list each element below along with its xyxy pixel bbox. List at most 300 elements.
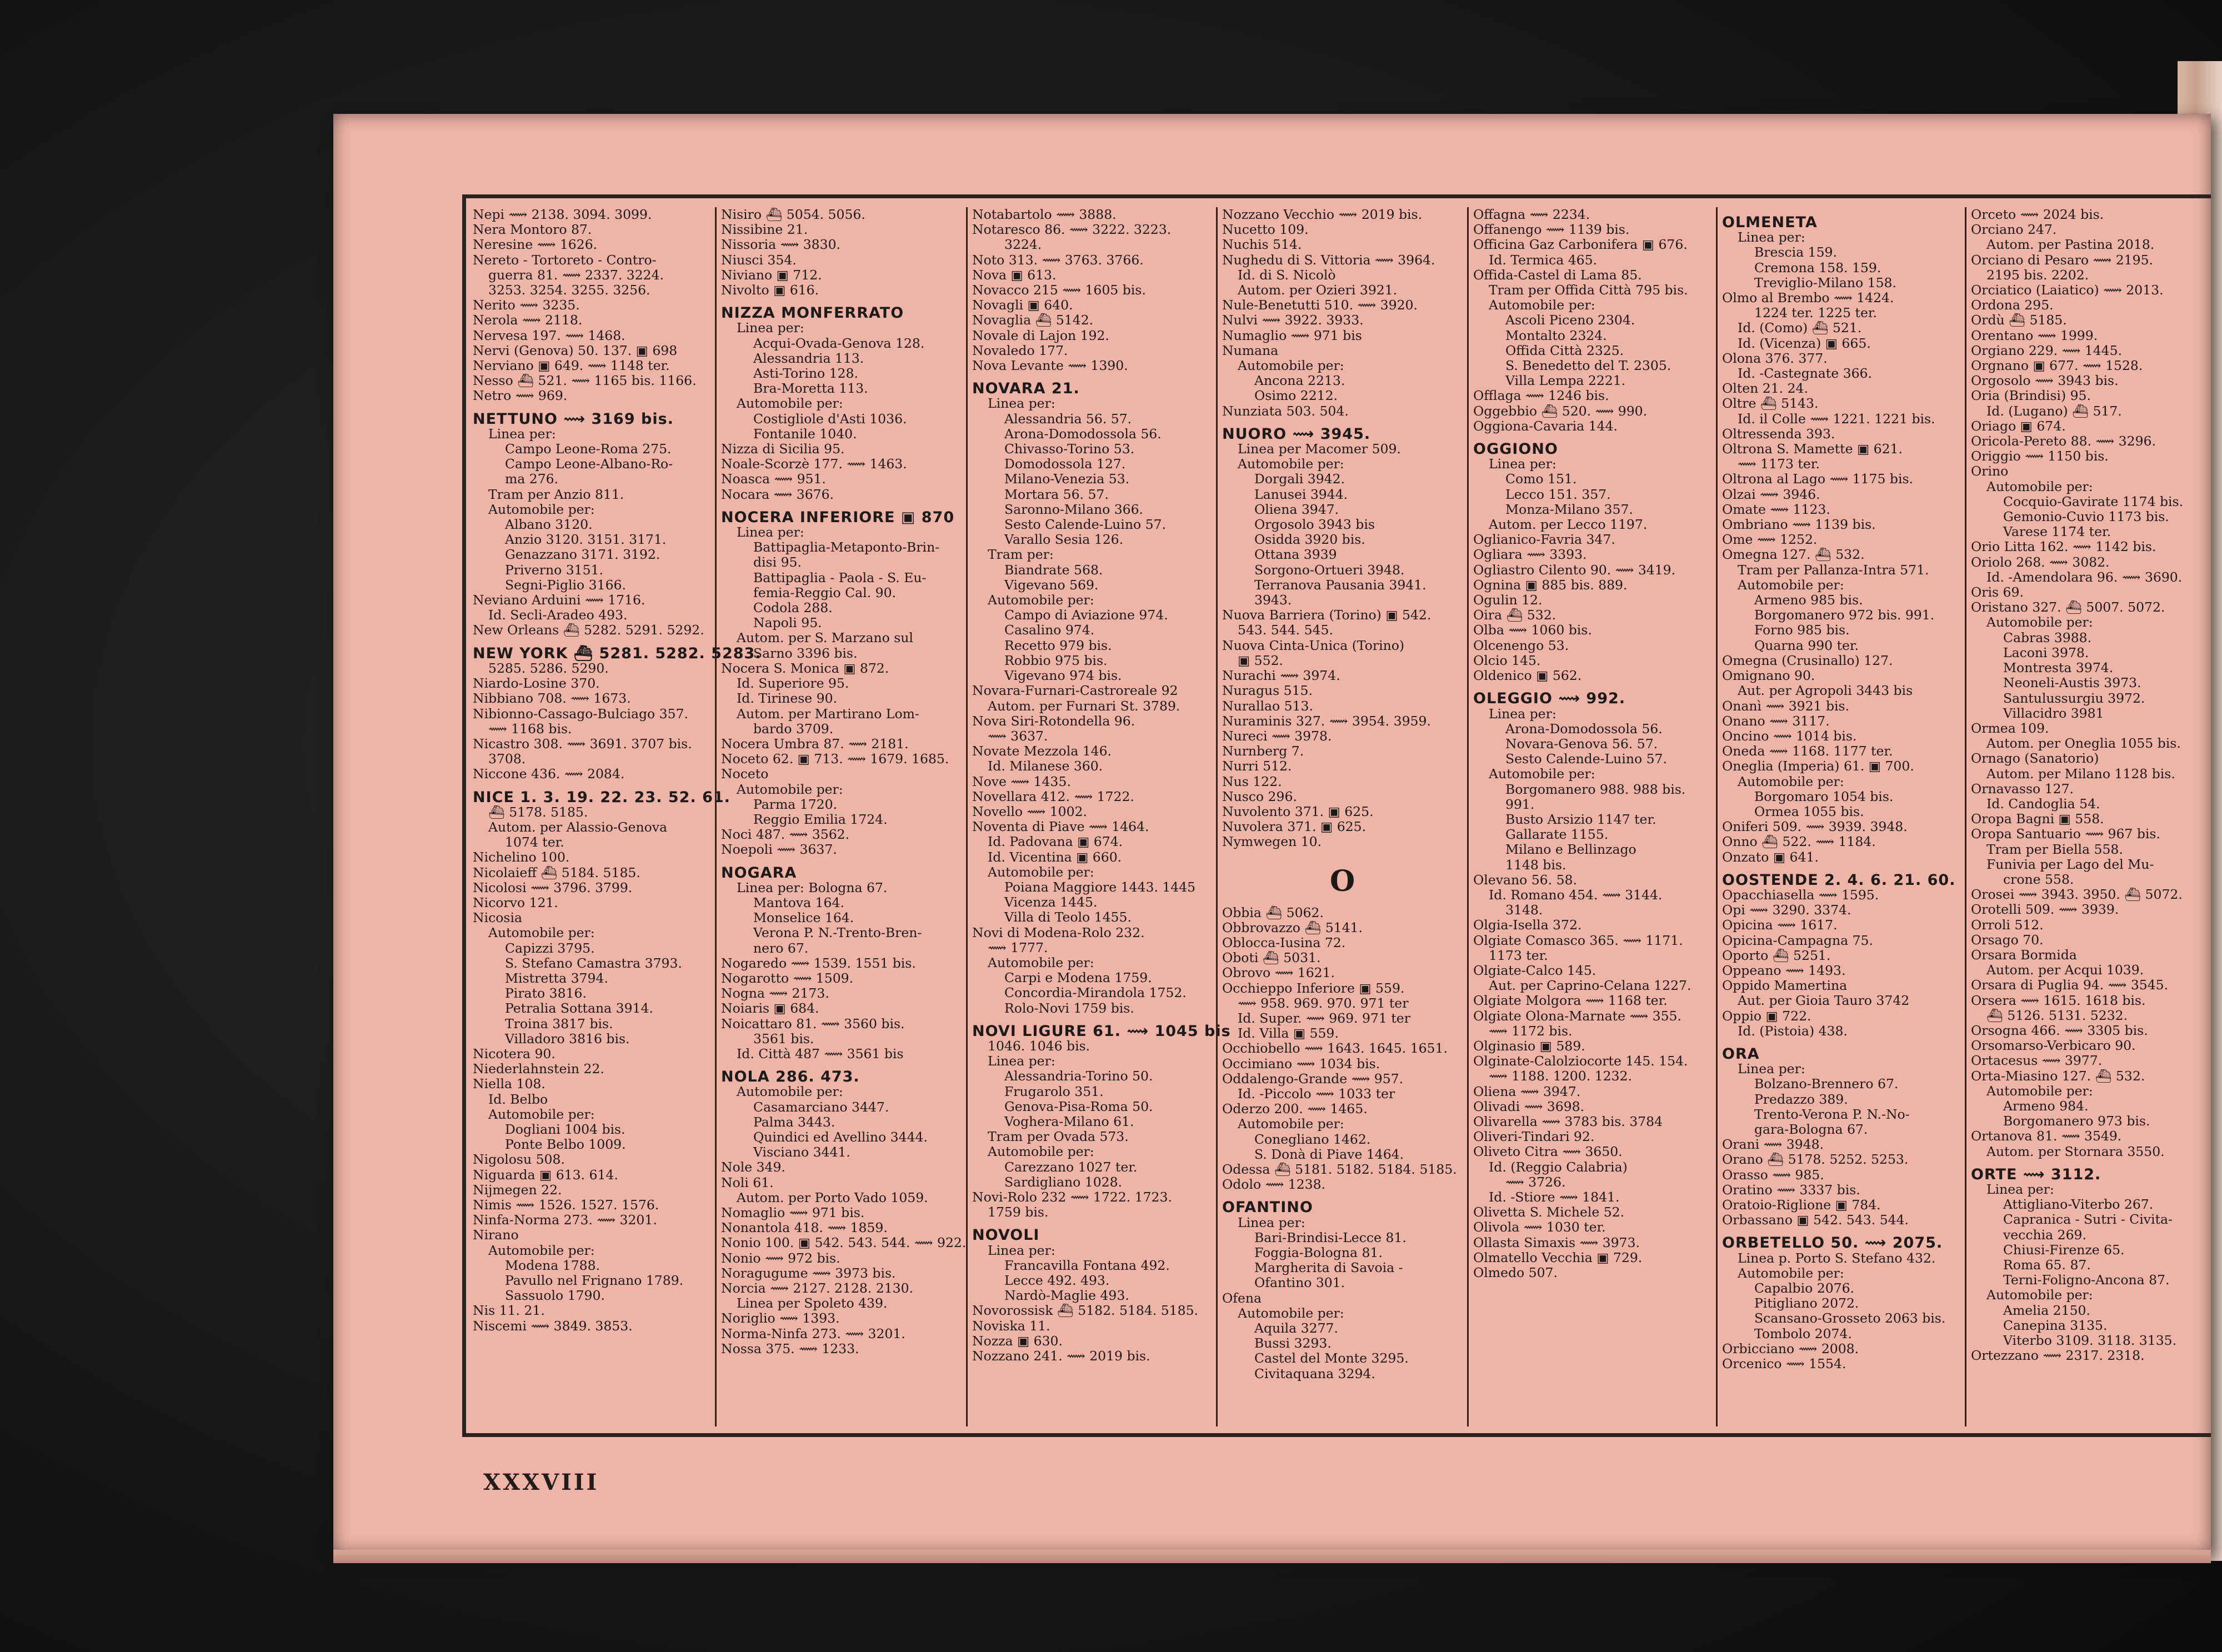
- index-entry: Nibionno-Cassago-Bulciago 357.: [473, 705, 688, 722]
- index-entry: Nucetto 109.: [1222, 222, 1309, 238]
- index-entry: Vigevano 569.: [1004, 577, 1099, 593]
- index-entry: Notaresco 86. ⟿ 3222. 3223.: [972, 222, 1172, 238]
- index-heading: ORA: [1722, 1045, 1760, 1063]
- index-entry: Id. Milanese 360.: [988, 758, 1103, 774]
- index-entry: Automobile per:: [488, 1106, 595, 1122]
- index-entry: S. Donà di Piave 1464.: [1254, 1146, 1404, 1162]
- index-entry: Funivia per Lago del Mu-: [1986, 856, 2154, 872]
- index-entry: Id. Romano 454. ⟿ 3144.: [1489, 887, 1663, 903]
- index-entry: 1224 ter. 1225 ter.: [1754, 305, 1877, 321]
- index-entry: Trento-Verona P. N.-No-: [1754, 1106, 1910, 1122]
- index-entry: Ortezzano ⟿ 2317. 2318.: [1971, 1348, 2145, 1364]
- book-page: [333, 114, 2211, 1553]
- index-entry: Nogaredo ⟿ 1539. 1551 bis.: [721, 955, 916, 971]
- index-entry: Bussi 3293.: [1254, 1335, 1332, 1351]
- index-entry: Nervesa 197. ⟿ 1468.: [473, 327, 625, 343]
- index-entry: Borgomanero 988. 988 bis.: [1505, 781, 1686, 797]
- index-entry: Olcio 145.: [1473, 652, 1541, 668]
- index-entry: Borgomaro 1054 bis.: [1754, 788, 1894, 804]
- index-entry: Nuvolento 371. ▣ 625.: [1222, 803, 1374, 819]
- index-entry: 3224.: [1004, 237, 1042, 253]
- index-entry: Orsogna 466. ⟿ 3305 bis.: [1971, 1022, 2148, 1038]
- index-entry: Nibbiano 708. ⟿ 1673.: [473, 690, 631, 707]
- index-column-5: [1467, 207, 1716, 1426]
- index-entry: Orciano di Pesaro ⟿ 2195.: [1971, 252, 2153, 268]
- index-entry: Nurallao 513.: [1222, 698, 1313, 714]
- index-entry: Linea per:: [488, 425, 556, 442]
- index-entry: bardo 3709.: [753, 720, 834, 737]
- index-entry: Autom. per Porto Vado 1059.: [737, 1189, 928, 1205]
- index-entry: Oira ⛴ 532.: [1473, 607, 1557, 623]
- index-entry: Capizzi 3795.: [505, 940, 595, 956]
- index-entry: Occhieppo Inferiore ▣ 559.: [1222, 980, 1405, 996]
- index-entry: Brescia 159.: [1754, 244, 1837, 261]
- index-entry: Ombriano ⟿ 1139 bis.: [1722, 517, 1876, 533]
- index-entry: Novate Mezzola 146.: [972, 743, 1112, 759]
- index-entry: Attigliano-Viterbo 267.: [2003, 1197, 2154, 1213]
- index-entry: Noceto 62. ▣ 713. ⟿ 1679. 1685.: [721, 751, 949, 767]
- index-entry: Id. Città 487 ⟿ 3561 bis: [737, 1045, 904, 1062]
- index-entry: Offida-Castel di Lama 85.: [1473, 267, 1642, 283]
- index-entry: Olona 376. 377.: [1722, 350, 1828, 366]
- index-entry: Nervi (Genova) 50. 137. ▣ 698: [473, 342, 678, 358]
- index-entry: Casalino 974.: [1004, 622, 1095, 638]
- index-entry: Novorossisk ⛴ 5182. 5184. 5185.: [972, 1303, 1198, 1319]
- index-entry: ⟿ 1172 bis.: [1489, 1023, 1573, 1039]
- index-entry: Niccone 436. ⟿ 2084.: [473, 766, 625, 782]
- index-entry: Novaglia ⛴ 5142.: [972, 312, 1094, 328]
- index-entry: Offida Città 2325.: [1505, 342, 1624, 358]
- index-entry: Nuraminis 327. ⟿ 3954. 3959.: [1222, 713, 1431, 729]
- index-entry: Oncino ⟿ 1014 bis.: [1722, 728, 1857, 744]
- index-entry: Automobile per:: [1986, 1083, 2093, 1099]
- index-entry: Nis 11. 21.: [473, 1303, 545, 1319]
- index-entry: Orio Litta 162. ⟿ 1142 bis.: [1971, 539, 2156, 555]
- index-entry: Linea p. Porto S. Stefano 432.: [1738, 1250, 1936, 1266]
- index-entry: Oliveto Citra ⟿ 3650.: [1473, 1144, 1623, 1160]
- index-heading: NOVI LIGURE 61. ⟿ 1045 bis: [972, 1022, 1231, 1040]
- index-entry: Niusci 354.: [721, 252, 797, 268]
- index-entry: Ogulin 12.: [1473, 592, 1543, 608]
- index-entry: Autom. per Furnari St. 3789.: [988, 698, 1180, 714]
- index-entry: Obbrovazzo ⛴ 5141.: [1222, 919, 1363, 935]
- index-entry: Orsago 70.: [1971, 932, 2044, 948]
- index-entry: Biandrate 568.: [1004, 562, 1103, 578]
- index-entry: Niederlahnstein 22.: [473, 1061, 604, 1077]
- index-entry: Orino: [1971, 463, 2009, 479]
- index-entry: Oderzo 200. ⟿ 1465.: [1222, 1101, 1368, 1117]
- index-entry: Autom. per Alassio-Genova: [488, 819, 668, 835]
- index-entry: Scansano-Grosseto 2063 bis.: [1754, 1310, 1946, 1326]
- index-entry: Orcenico ⟿ 1554.: [1722, 1356, 1846, 1372]
- index-entry: Orciatico (Laiatico) ⟿ 2013.: [1971, 282, 2164, 298]
- index-entry: Olmatello Vecchia ▣ 729.: [1473, 1249, 1643, 1265]
- index-entry: Nicolosi ⟿ 3796. 3799.: [473, 879, 633, 895]
- index-entry: Quarna 990 ter.: [1754, 637, 1859, 653]
- index-entry: Nocara ⟿ 3676.: [721, 486, 834, 502]
- index-heading: NOVARA 21.: [972, 380, 1080, 398]
- index-entry: Rolo-Novi 1759 bis.: [1004, 1000, 1134, 1016]
- index-entry: Nuvolera 371. ▣ 625.: [1222, 819, 1367, 835]
- index-entry: Onzato ▣ 641.: [1722, 849, 1819, 865]
- index-entry: Nonio 100. ▣ 542. 543. 544. ⟿ 922.: [721, 1235, 967, 1251]
- index-entry: Oliena 3947.: [1254, 501, 1339, 517]
- index-entry: Orgosolo 3943 bis: [1254, 517, 1375, 533]
- index-entry: Automobile per:: [1238, 1116, 1344, 1132]
- index-entry: Nocera S. Monica ▣ 872.: [721, 660, 889, 676]
- index-entry: Dogliani 1004 bis.: [505, 1121, 625, 1137]
- index-entry: Oliveri-Tindari 92.: [1473, 1129, 1595, 1145]
- index-entry: Novara-Genova 56. 57.: [1505, 735, 1658, 752]
- index-entry: Orceto ⟿ 2024 bis.: [1971, 207, 2104, 222]
- index-entry: Nicotera 90.: [473, 1045, 556, 1062]
- index-entry: Noto 313. ⟿ 3763. 3766.: [972, 252, 1144, 268]
- index-entry: 991.: [1505, 796, 1535, 812]
- index-entry: Nesso ⛴ 521. ⟿ 1165 bis. 1166.: [473, 373, 697, 389]
- index-entry: Origgio ⟿ 1150 bis.: [1971, 448, 2109, 464]
- index-entry: Chivasso-Torino 53.: [1004, 441, 1135, 457]
- index-entry: Odolo ⟿ 1238.: [1222, 1177, 1326, 1193]
- index-entry: Automobile per:: [737, 396, 843, 412]
- index-entry: Autom. per Milano 1128 bis.: [1986, 765, 2175, 782]
- index-entry: Neviano Arduini ⟿ 1716.: [473, 592, 645, 608]
- index-entry: Dorgali 3942.: [1254, 471, 1345, 487]
- index-entry: Olivarella ⟿ 3783 bis. 3784: [1473, 1113, 1663, 1129]
- index-entry: Genova-Pisa-Roma 50.: [1004, 1098, 1153, 1114]
- page-edge: [333, 1550, 2211, 1563]
- index-entry: Nonantola 418. ⟿ 1859.: [721, 1220, 888, 1236]
- index-heading: OLEGGIO ⟿ 992.: [1473, 690, 1626, 708]
- index-entry: 1173 ter.: [1489, 947, 1548, 963]
- index-entry: Novara-Furnari-Castroreale 92: [972, 683, 1178, 699]
- index-entry: Niguarda ▣ 613. 614.: [473, 1167, 618, 1183]
- index-entry: Frugarolo 351.: [1004, 1083, 1104, 1099]
- index-entry: Noragugume ⟿ 3973 bis.: [721, 1265, 896, 1281]
- index-heading: NOLA 286. 473.: [721, 1068, 860, 1086]
- index-entry: Omate ⟿ 1123.: [1722, 501, 1830, 517]
- index-entry: Automobile per:: [1489, 297, 1595, 313]
- index-entry: Borgomanero 973 bis.: [2003, 1113, 2150, 1129]
- index-entry: 1074 ter.: [505, 834, 564, 850]
- index-entry: Ottana 3939: [1254, 547, 1337, 563]
- index-entry: Oltre ⛴ 5143.: [1722, 396, 1819, 412]
- index-entry: Noceto: [721, 766, 769, 782]
- index-entry: Nomaglio ⟿ 971 bis.: [721, 1205, 865, 1220]
- index-heading: NOGARA: [721, 864, 797, 882]
- index-heading: OLMENETA: [1722, 214, 1818, 231]
- index-entry: Oriolo 268. ⟿ 3082.: [1971, 554, 2110, 570]
- index-entry: Linea per:: [1489, 705, 1557, 722]
- index-entry: Olba ⟿ 1060 bis.: [1473, 622, 1592, 638]
- index-column-6: [1716, 207, 1965, 1426]
- index-entry: Villa Lempa 2221.: [1505, 373, 1626, 389]
- index-entry: Forno 985 bis.: [1754, 622, 1850, 638]
- index-entry: Campo Leone-Roma 275.: [505, 441, 672, 457]
- index-entry: Margherita di Savoia -: [1254, 1260, 1403, 1276]
- index-entry: Gemonio-Cuvio 1173 bis.: [2003, 509, 2169, 525]
- index-heading: NETTUNO ⟿ 3169 bis.: [473, 410, 674, 428]
- index-entry: Ponte Belbo 1009.: [505, 1137, 626, 1153]
- index-entry: Olivola ⟿ 1030 ter.: [1473, 1219, 1606, 1235]
- index-entry: Ollasta Simaxis ⟿ 3973.: [1473, 1234, 1640, 1250]
- index-entry: Carpi e Modena 1759.: [1004, 970, 1152, 986]
- index-entry: Nepi ⟿ 2138. 3094. 3099.: [473, 207, 652, 222]
- index-entry: 1148 bis.: [1505, 857, 1567, 873]
- index-entry: Nova Siri-Rotondella 96.: [972, 713, 1135, 729]
- index-entry: Civitaquana 3294.: [1254, 1365, 1375, 1381]
- index-entry: Nonio ⟿ 972 bis.: [721, 1250, 840, 1266]
- index-entry: Orgiano 229. ⟿ 1445.: [1971, 342, 2123, 358]
- index-entry: Ordù ⛴ 5185.: [1971, 312, 2067, 328]
- index-entry: Norma-Ninfa 273. ⟿ 3201.: [721, 1325, 905, 1341]
- index-heading: ORTE ⟿ 3112.: [1971, 1165, 2101, 1183]
- index-entry: Onanì ⟿ 3921 bis.: [1722, 698, 1850, 714]
- index-entry: Noci 487. ⟿ 3562.: [721, 827, 850, 843]
- index-entry: Opicina-Campagna 75.: [1722, 932, 1873, 948]
- index-entry: Id. (Pistoia) 438.: [1738, 1023, 1848, 1039]
- index-entry: Campo Leone-Albano-Ro-: [505, 456, 673, 472]
- index-entry: Nozza ▣ 630.: [972, 1333, 1063, 1349]
- index-entry: Linea per:: [1986, 1182, 2054, 1197]
- index-heading: OFANTINO: [1222, 1199, 1313, 1217]
- index-entry: Nissoria ⟿ 3830.: [721, 237, 841, 253]
- index-heading: NEW YORK ⛴ 5281. 5282. 5283.: [473, 644, 762, 662]
- index-entry: Id. Belbo: [488, 1091, 548, 1107]
- index-entry: Oricola-Pereto 88. ⟿ 3296.: [1971, 433, 2156, 449]
- index-entry: vecchia 269.: [2003, 1227, 2086, 1243]
- index-entry: Linea per: Bologna 67.: [737, 879, 888, 895]
- index-entry: Troina 3817 bis.: [505, 1015, 613, 1032]
- index-entry: Casamarciano 3447.: [753, 1099, 889, 1115]
- index-entry: Nissibine 21.: [721, 222, 808, 238]
- index-entry: Monza-Milano 357.: [1505, 501, 1633, 517]
- index-entry: Codola 288.: [753, 600, 833, 616]
- index-entry: nero 67.: [753, 940, 809, 956]
- index-entry: ⟿ 1173 ter.: [1738, 456, 1820, 472]
- index-entry: Automobile per:: [1738, 773, 1844, 789]
- index-entry: Linea per:: [1738, 229, 1805, 246]
- index-heading: NIZZA MONFERRATO: [721, 304, 904, 322]
- index-entry: Linea per:: [1238, 1214, 1305, 1230]
- index-entry: New Orleans ⛴ 5282. 5291. 5292.: [473, 622, 704, 638]
- index-entry: Lecco 151. 357.: [1505, 486, 1611, 502]
- index-column-4: [1216, 207, 1467, 1426]
- index-entry: Niscemi ⟿ 3849. 3853.: [473, 1318, 633, 1334]
- index-entry: Nuragus 515.: [1222, 683, 1313, 699]
- index-entry: Bari-Brindisi-Lecce 81.: [1254, 1229, 1407, 1245]
- index-entry: Orgnano ▣ 677. ⟿ 1528.: [1971, 358, 2143, 374]
- index-entry: Id. -Stiore ⟿ 1841.: [1489, 1189, 1620, 1205]
- index-entry: Automobile per:: [1986, 614, 2093, 630]
- index-entry: ⟿ 3637.: [988, 728, 1048, 744]
- index-entry: Offanengo ⟿ 1139 bis.: [1473, 222, 1630, 238]
- index-entry: Automobile per:: [488, 925, 595, 941]
- index-entry: Nova Levante ⟿ 1390.: [972, 358, 1128, 374]
- index-entry: Olivadi ⟿ 3698.: [1473, 1098, 1585, 1114]
- index-entry: Nughedu di S. Vittoria ⟿ 3964.: [1222, 252, 1435, 268]
- index-entry: Oratino ⟿ 3337 bis.: [1722, 1182, 1860, 1198]
- index-entry: Conegliano 1462.: [1254, 1131, 1371, 1147]
- index-heading: NOCERA INFERIORE ▣ 870: [721, 508, 955, 526]
- index-entry: Nerola ⟿ 2118.: [473, 312, 583, 328]
- index-entry: Onano ⟿ 3117.: [1722, 713, 1830, 729]
- index-entry: Predazzo 389.: [1754, 1091, 1848, 1107]
- index-entry: Olginasio ▣ 589.: [1473, 1038, 1585, 1054]
- index-entry: Omegna 127. ⛴ 532.: [1722, 547, 1865, 563]
- index-entry: Autom. per Oneglia 1055 bis.: [1986, 735, 2181, 752]
- index-entry: Linea per:: [1489, 456, 1557, 472]
- index-entry: Recetto 979 bis.: [1004, 637, 1112, 653]
- index-entry: Nirano: [473, 1227, 519, 1243]
- index-entry: Napoli 95.: [753, 615, 822, 631]
- index-entry: Aut. per Caprino-Celana 1227.: [1489, 978, 1691, 994]
- index-entry: 3253. 3254. 3255. 3256.: [488, 282, 650, 298]
- index-entry: S. Benedetto del T. 2305.: [1505, 358, 1671, 374]
- index-entry: Nizza di Sicilia 95.: [721, 441, 845, 457]
- index-entry: Terni-Foligno-Ancona 87.: [2003, 1272, 2170, 1288]
- index-column-2: [715, 207, 966, 1426]
- index-entry: Numaglio ⟿ 971 bis: [1222, 327, 1362, 343]
- index-entry: Id. di S. Nicolò: [1238, 267, 1336, 283]
- index-entry: Cremona 158. 159.: [1754, 259, 1881, 276]
- index-entry: Battipaglia-Metaponto-Brin-: [753, 539, 940, 555]
- index-entry: Orsara Bormida: [1971, 947, 2077, 963]
- index-entry: Oropa Bagni ▣ 558.: [1971, 811, 2104, 827]
- index-column-3: [966, 207, 1231, 1426]
- index-entry: Ofena: [1222, 1290, 1262, 1306]
- index-entry: Olivetta S. Michele 52.: [1473, 1204, 1625, 1220]
- index-entry: Olgiate-Calco 145.: [1473, 962, 1597, 978]
- index-entry: Noviska 11.: [972, 1318, 1050, 1334]
- index-entry: Como 151.: [1505, 471, 1577, 487]
- index-entry: Mantova 164.: [753, 894, 844, 910]
- index-entry: Linea per:: [988, 1053, 1055, 1069]
- index-entry: Orasso ⟿ 985.: [1722, 1167, 1824, 1183]
- index-entry: Osidda 3920 bis.: [1254, 532, 1365, 548]
- index-entry: Nymwegen 10.: [1222, 834, 1322, 850]
- index-entry: Petralia Sottana 3914.: [505, 1000, 653, 1017]
- index-entry: Canepina 3135.: [2003, 1317, 2108, 1333]
- index-entry: Oltressenda 393.: [1722, 425, 1835, 442]
- index-entry: Occhiobello ⟿ 1643. 1645. 1651.: [1222, 1040, 1448, 1057]
- index-entry: Nicastro 308. ⟿ 3691. 3707 bis.: [473, 735, 692, 752]
- index-entry: gara-Bologna 67.: [1754, 1121, 1868, 1137]
- index-entry: Oporto ⛴ 5251.: [1722, 947, 1831, 963]
- index-entry: Novi di Modena-Rolo 232.: [972, 924, 1145, 940]
- index-entry: Id. Tirinese 90.: [737, 690, 838, 707]
- index-entry: Oggiona-Cavaria 144.: [1473, 418, 1618, 434]
- index-entry: Orosei ⟿ 3943. 3950. ⛴ 5072.: [1971, 887, 2183, 903]
- index-entry: Alessandria-Torino 50.: [1004, 1068, 1153, 1084]
- index-entry: Nuchis 514.: [1222, 237, 1302, 253]
- index-entry: Orentano ⟿ 1999.: [1971, 327, 2098, 343]
- index-entry: Orciano 247.: [1971, 222, 2057, 238]
- index-entry: Cocquio-Gavirate 1174 bis.: [2003, 493, 2184, 509]
- index-entry: Pirato 3816.: [505, 985, 587, 1002]
- index-entry: 543. 544. 545.: [1238, 622, 1333, 638]
- index-entry: Armeno 984.: [2003, 1098, 2089, 1114]
- index-entry: Novale di Lajon 192.: [972, 327, 1109, 343]
- index-entry: Automobile per:: [1238, 358, 1344, 374]
- index-entry: Nossa 375. ⟿ 1233.: [721, 1340, 859, 1356]
- index-entry: Albano 3120.: [505, 517, 593, 533]
- index-entry: Neresine ⟿ 1626.: [473, 237, 598, 253]
- index-entry: Automobile per:: [1986, 478, 2093, 494]
- index-entry: Genazzano 3171. 3192.: [505, 547, 660, 563]
- index-entry: Francavilla Fontana 492.: [1004, 1257, 1170, 1273]
- index-entry: ⟿ 1188. 1200. 1232.: [1489, 1068, 1632, 1084]
- index-entry: Id. il Colle ⟿ 1221. 1221 bis.: [1738, 411, 1935, 427]
- index-entry: Nardò-Maglie 493.: [1004, 1288, 1129, 1304]
- index-entry: Quindici ed Avellino 3444.: [753, 1129, 928, 1145]
- index-entry: Santulussurgiu 3972.: [2003, 690, 2145, 706]
- index-entry: Orta-Miasino 127. ⛴ 532.: [1971, 1068, 2145, 1084]
- index-entry: Niviano ▣ 712.: [721, 267, 822, 283]
- index-entry: Orbassano ▣ 542. 543. 544.: [1722, 1212, 1909, 1228]
- index-entry: Orroli 512.: [1971, 917, 2044, 933]
- index-entry: Nove ⟿ 1435.: [972, 773, 1071, 789]
- index-entry: Nichelino 100.: [473, 849, 570, 865]
- index-entry: Parma 1720.: [753, 796, 838, 812]
- index-entry: Numana: [1222, 342, 1279, 358]
- index-entry: Nunziata 503. 504.: [1222, 403, 1349, 419]
- index-entry: Asti-Torino 128.: [753, 366, 858, 382]
- index-entry: Olmo al Brembo ⟿ 1424.: [1722, 290, 1894, 306]
- index-entry: Id. Superiore 95.: [737, 675, 849, 692]
- index-entry: Tram per Offida Città 795 bis.: [1489, 282, 1688, 298]
- index-entry: Id. Termica 465.: [1489, 252, 1598, 268]
- index-entry: disi 95.: [753, 554, 802, 570]
- index-entry: Linea per Spoleto 439.: [737, 1295, 888, 1311]
- index-heading: OOSTENDE 2. 4. 6. 21. 60.: [1722, 871, 1956, 889]
- index-entry: Concordia-Mirandola 1752.: [1004, 985, 1187, 1001]
- index-entry: Olgia-Isella 372.: [1473, 917, 1582, 933]
- index-entry: Autom. per Pastina 2018.: [1986, 237, 2155, 253]
- index-entry: Neoneli-Austis 3973.: [2003, 675, 2141, 691]
- index-entry: Gallarate 1155.: [1505, 827, 1609, 843]
- index-entry: Niella 108.: [473, 1076, 546, 1092]
- index-entry: ⛴ 5126. 5131. 5232.: [1986, 1007, 2128, 1023]
- index-entry: Olgiate Comasco 365. ⟿ 1171.: [1473, 932, 1683, 948]
- index-entry: Fontanile 1040.: [753, 425, 857, 442]
- index-entry: Noiaris ▣ 684.: [721, 1000, 819, 1017]
- index-entry: Orani ⟿ 3948.: [1722, 1137, 1824, 1153]
- index-entry: Olevano 56. 58.: [1473, 872, 1577, 888]
- index-entry: Niardo-Losine 370.: [473, 675, 600, 692]
- index-entry: S. Stefano Camastra 3793.: [505, 955, 682, 971]
- index-entry: 3148.: [1505, 902, 1543, 918]
- index-entry: Nogna ⟿ 2173.: [721, 985, 829, 1002]
- index-entry: Odessa ⛴ 5181. 5182. 5184. 5185.: [1222, 1161, 1457, 1177]
- index-heading: NOVOLI: [972, 1227, 1040, 1244]
- index-heading: NUORO ⟿ 3945.: [1222, 425, 1371, 443]
- index-entry: Linea per:: [1738, 1061, 1805, 1077]
- index-entry: Oriago ▣ 674.: [1971, 418, 2066, 434]
- index-heading: ORBETELLO 50. ⟿ 2075.: [1722, 1234, 1943, 1252]
- index-entry: Villadoro 3816 bis.: [505, 1030, 630, 1047]
- index-entry: Autom. per Martirano Lom-: [737, 705, 919, 722]
- index-entry: Chiusi-Firenze 65.: [2003, 1241, 2125, 1258]
- index-entry: Sarno 3396 bis.: [753, 645, 858, 661]
- index-entry: 1046. 1046 bis.: [988, 1038, 1090, 1054]
- index-entry: Amelia 2150.: [2003, 1302, 2090, 1318]
- index-entry: Oblocca-Iusina 72.: [1222, 934, 1346, 950]
- index-entry: Capalbio 2076.: [1754, 1280, 1855, 1296]
- index-entry: Id. Candoglia 54.: [1986, 795, 2100, 812]
- index-entry: Battipaglia - Paola - S. Eu-: [753, 569, 927, 585]
- index-entry: Novello ⟿ 1002.: [972, 803, 1087, 819]
- index-column-7: [1965, 207, 2215, 1426]
